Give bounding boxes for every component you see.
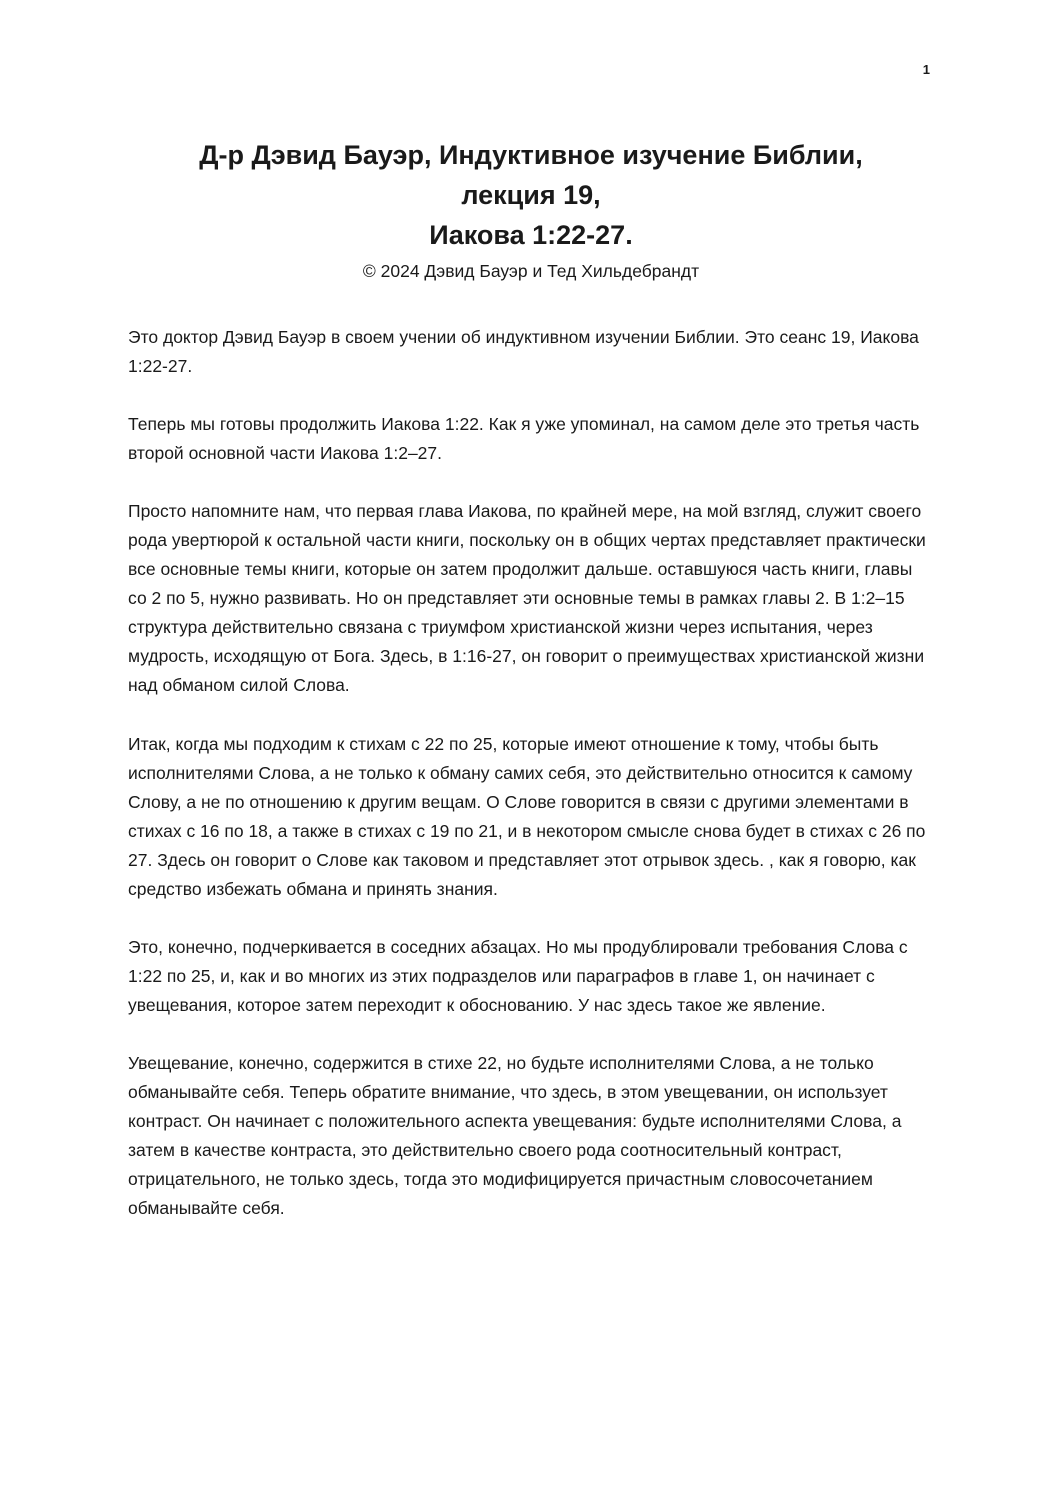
title-line-1: Д-р Дэвид Бауэр, Индуктивное изучение Библии, [199,140,863,170]
paragraph: Просто напомните нам, что первая глава Иакова, по крайней мере, на мой взгляд, служит своего рода увертюрой к остальной части книги, поскольку он в общих чертах представляет практически все основные темы книги, которые он затем продолжит дальше. оставшуюся часть книги, главы со 2 по 5, нужно развивать. Но он представляет эти основные темы в рамках главы 2. В 1:2–15 структура действительно связана с триумфом христианской жизни через испытания, через мудрость, исходящую от Бога. Здесь, в 1:16-27, он говорит о преимуществах христианской жизни над обманом силой Слова. [128,501,926,696]
paragraph: Это, конечно, подчеркивается в соседних абзацах. Но мы продублировали требования Слова с 1:22 по 25, и, как и во многих из этих подразделов или параграфов в главе 1, он начинает с увещевания, которое затем переходит к обоснованию. У нас здесь такое же явление. [128,936,908,1015]
paragraph: Это доктор Дэвид Бауэр в своем учении об индуктивном изучении Библии. Это сеанс 19, Иакова 1:22-27. [128,326,919,377]
copyright-line: © 2024 Дэвид Бауэр и Тед Хильдебрандт [362,260,700,281]
title-line-2: лекция 19, [461,179,601,210]
paragraph: Увещевание, конечно, содержится в стихе 22, но будьте исполнителями Слова, а не только обманывайте себя. Теперь обратите внимание, что здесь, в этом увещевании, он использует контраст. Он начинает с положительного аспекта увещевания: будьте исполнителями Слова, а затем в качестве контраста, это действительно своего рода соотносительный контраст, отрицательного, не только здесь, тогда это модифицируется причастным словосочетанием обманывайте себя. [128,1052,902,1219]
paragraph: Итак, когда мы подходим к стихам с 22 по 25, которые имеют отношение к тому, чтобы быть исполнителями Слова, а не только к обману самих себя, это действительно относится к самому Слову, а не по отношению к другим вещам. О Слове говорится в связи с другими элементами в стихах с 16 по 18, а также в стихах с 19 по 21, и в некотором смысле снова будет в стихах с 26 по 27. Здесь он говорит о Слове как таковом и представляет этот отрывок здесь. , как я говорю, как средство избежать обмана и принять знания. [128,733,926,899]
content-area [128,136,934,1252]
paragraph: Теперь мы готовы продолжить Иакова 1:22. Как я уже упоминал, на самом деле это третья часть второй основной части Иакова 1:2–27. [128,414,920,464]
document-body [128,323,934,1223]
title-line-3: Иакова 1:22-27. [429,219,633,250]
page-number: 1 [922,62,930,77]
document-title [128,136,934,256]
